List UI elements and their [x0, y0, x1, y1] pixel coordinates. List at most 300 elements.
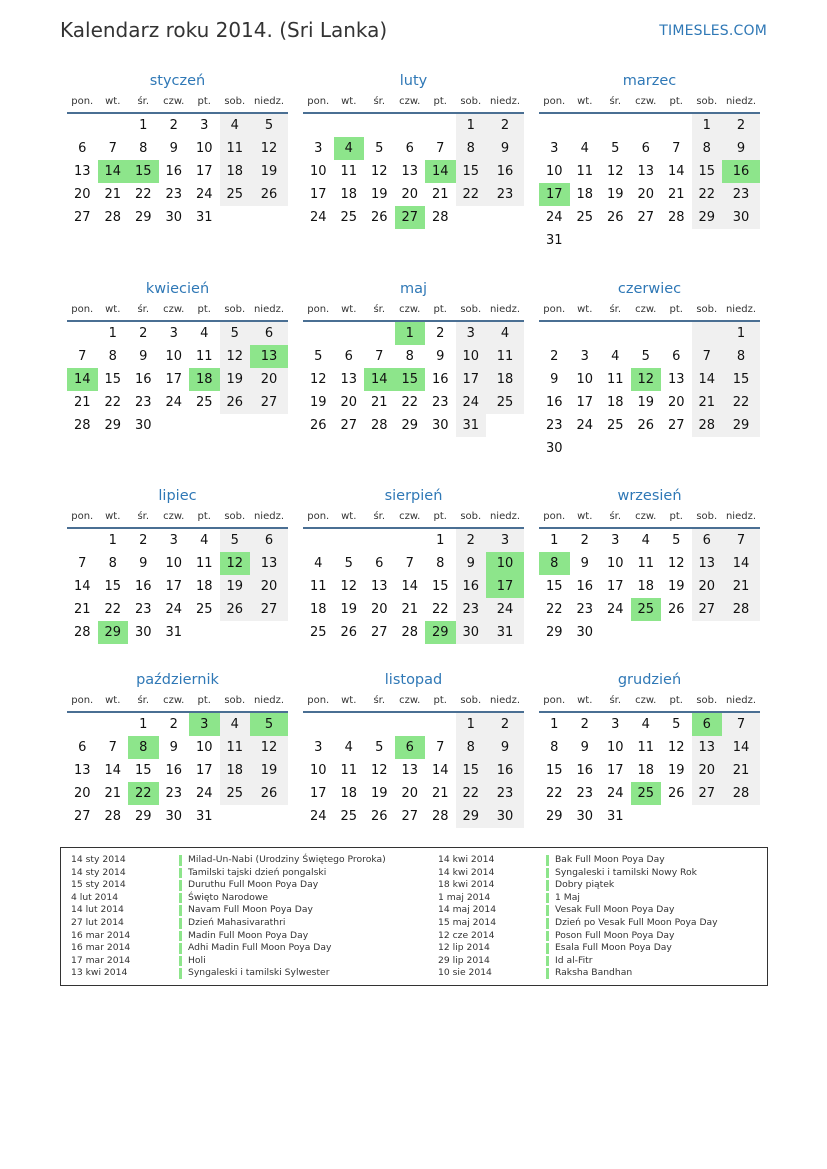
month-name: styczeń — [149, 73, 206, 89]
day-cell: 9 — [169, 740, 178, 755]
day-cell: 26 — [250, 183, 288, 206]
day-cell: 22 — [134, 187, 152, 202]
day-cell: 1 — [456, 713, 487, 736]
day-cell: 23 — [165, 187, 183, 202]
weekday-label: pon. — [71, 96, 94, 107]
holiday-date: 16 mar 2014 — [71, 942, 131, 954]
month-name: wrzesień — [617, 488, 682, 504]
month-calendar — [303, 669, 524, 828]
holiday-date: 4 lut 2014 — [71, 891, 119, 903]
month-name: kwiecień — [145, 281, 210, 297]
day-cell: 28 — [431, 210, 449, 225]
day-cell: 4 — [486, 322, 524, 345]
weekday-label: czw. — [163, 304, 185, 315]
day-cell: 31 — [545, 233, 563, 248]
day-cell: 3 — [580, 349, 589, 364]
weekday-label: wt. — [577, 511, 593, 522]
holiday-name: Dzień Mahasivarathri — [188, 916, 286, 928]
empty-cell — [570, 322, 601, 345]
day-cell: 14 — [692, 368, 723, 391]
holiday-row — [438, 967, 718, 980]
day-grid — [67, 529, 288, 644]
weekday-label: czw. — [399, 96, 421, 107]
empty-cell — [661, 322, 692, 345]
holiday-date: 18 kwi 2014 — [438, 879, 495, 891]
holiday-day-cell: 17 — [539, 183, 570, 206]
day-cell: 11 — [220, 736, 251, 759]
weekday-label: niedz. — [253, 96, 285, 107]
day-cell: 4 — [200, 533, 209, 548]
holiday-day-cell: 3 — [189, 713, 220, 736]
day-cell: 5 — [220, 322, 251, 345]
weekday-label: pt. — [433, 695, 447, 706]
day-cell: 21 — [692, 391, 723, 414]
weekday-label: sob. — [224, 511, 246, 522]
day-cell: 26 — [340, 625, 358, 640]
empty-cell — [395, 114, 426, 137]
day-cell: 4 — [220, 713, 251, 736]
day-cell: 9 — [722, 137, 760, 160]
holiday-row — [71, 967, 386, 980]
holiday-marker — [179, 880, 182, 891]
holiday-name: Tamilski tajski dzień pongalski — [188, 866, 327, 878]
holiday-marker — [546, 893, 549, 904]
weekday-label: niedz. — [725, 304, 757, 315]
day-cell: 13 — [73, 164, 91, 179]
day-cell: 6 — [78, 740, 87, 755]
holiday-row — [438, 942, 718, 955]
day-cell: 3 — [611, 717, 620, 732]
day-cell: 15 — [545, 763, 563, 778]
month-name: październik — [136, 672, 219, 688]
weekday-label: sob. — [696, 304, 718, 315]
day-cell: 18 — [606, 395, 624, 410]
weekday-label: sob. — [696, 695, 718, 706]
day-cell: 4 — [580, 141, 589, 156]
day-cell: 10 — [545, 164, 563, 179]
day-cell: 6 — [641, 141, 650, 156]
day-cell: 17 — [165, 579, 183, 594]
empty-cell — [67, 322, 98, 345]
day-cell: 29 — [545, 809, 563, 824]
weekday-label: wt. — [577, 96, 593, 107]
weekday-label: śr. — [373, 511, 386, 522]
holiday-marker — [546, 956, 549, 967]
day-cell: 26 — [250, 782, 288, 805]
day-cell: 22 — [431, 602, 449, 617]
day-cell: 25 — [220, 782, 251, 805]
day-cell: 18 — [486, 368, 524, 391]
day-cell: 19 — [667, 579, 685, 594]
day-cell: 20 — [250, 575, 288, 598]
day-cell: 9 — [486, 736, 524, 759]
month-name: czerwiec — [617, 281, 682, 297]
holiday-marker — [546, 931, 549, 942]
weekday-label: niedz. — [725, 511, 757, 522]
weekday-label: niedz. — [725, 695, 757, 706]
day-cell: 5 — [375, 740, 384, 755]
day-cell: 12 — [667, 556, 685, 571]
day-cell: 6 — [250, 322, 288, 345]
day-cell: 23 — [134, 395, 152, 410]
weekday-label: pt. — [669, 96, 683, 107]
day-cell: 19 — [370, 187, 388, 202]
day-cell: 29 — [104, 418, 122, 433]
day-grid — [67, 322, 288, 437]
weekday-header — [67, 691, 288, 713]
holidays-column-left — [71, 854, 386, 980]
day-cell: 24 — [545, 210, 563, 225]
holiday-row — [71, 879, 386, 892]
day-cell: 2 — [580, 717, 589, 732]
day-cell: 15 — [456, 160, 487, 183]
day-cell: 19 — [667, 763, 685, 778]
day-cell: 21 — [73, 602, 91, 617]
day-cell: 7 — [722, 529, 760, 552]
holiday-row — [438, 917, 718, 930]
holiday-name: Duruthu Full Moon Poya Day — [188, 879, 319, 891]
holiday-marker — [179, 943, 182, 954]
day-cell: 28 — [104, 809, 122, 824]
day-cell: 13 — [401, 164, 419, 179]
day-cell: 4 — [641, 533, 650, 548]
weekday-header — [303, 507, 524, 529]
day-cell: 16 — [576, 579, 594, 594]
weekday-label: pt. — [669, 304, 683, 315]
holiday-date: 14 sty 2014 — [71, 866, 126, 878]
month-name: luty — [399, 73, 428, 89]
day-cell: 15 — [692, 160, 723, 183]
day-cell: 24 — [456, 391, 487, 414]
day-cell: 17 — [309, 187, 327, 202]
weekday-label: pon. — [543, 96, 566, 107]
day-cell: 6 — [692, 529, 723, 552]
day-cell: 11 — [606, 372, 624, 387]
weekday-label: wt. — [577, 304, 593, 315]
holiday-day-cell: 12 — [220, 552, 251, 575]
weekday-label: czw. — [399, 511, 421, 522]
day-cell: 9 — [580, 740, 589, 755]
empty-cell — [395, 713, 426, 736]
day-cell: 28 — [667, 210, 685, 225]
day-cell: 28 — [722, 598, 760, 621]
day-cell: 21 — [722, 575, 760, 598]
holiday-row — [438, 955, 718, 968]
weekday-label: sob. — [224, 96, 246, 107]
day-cell: 2 — [486, 114, 524, 137]
day-cell: 31 — [456, 414, 487, 437]
day-cell: 12 — [309, 372, 327, 387]
day-cell: 21 — [370, 395, 388, 410]
holiday-row — [438, 930, 718, 943]
weekday-label: pon. — [71, 695, 94, 706]
empty-cell — [303, 322, 334, 345]
day-cell: 12 — [370, 164, 388, 179]
day-cell: 17 — [576, 395, 594, 410]
day-cell: 9 — [169, 141, 178, 156]
day-cell: 1 — [456, 114, 487, 137]
day-cell: 15 — [104, 372, 122, 387]
weekday-label: śr. — [609, 695, 622, 706]
day-cell: 20 — [73, 187, 91, 202]
weekday-label: wt. — [341, 96, 357, 107]
day-cell: 10 — [309, 164, 327, 179]
day-cell: 27 — [692, 782, 723, 805]
holiday-day-cell: 15 — [128, 160, 159, 183]
empty-cell — [364, 114, 395, 137]
day-cell: 16 — [134, 579, 152, 594]
empty-cell — [303, 114, 334, 137]
holiday-day-cell: 14 — [364, 368, 395, 391]
day-cell: 31 — [165, 625, 183, 640]
day-cell: 6 — [78, 141, 87, 156]
day-cell: 25 — [195, 395, 213, 410]
day-cell: 11 — [486, 345, 524, 368]
day-cell: 12 — [220, 345, 251, 368]
day-cell: 28 — [722, 782, 760, 805]
empty-cell — [334, 114, 365, 137]
day-cell: 20 — [667, 395, 685, 410]
day-cell: 26 — [637, 418, 655, 433]
month-calendar — [303, 70, 524, 229]
day-grid — [539, 114, 760, 252]
day-grid — [67, 114, 288, 229]
day-cell: 4 — [314, 556, 323, 571]
weekday-label: wt. — [341, 304, 357, 315]
day-cell: 18 — [195, 579, 213, 594]
month-calendar — [67, 278, 288, 437]
weekday-label: pt. — [669, 511, 683, 522]
day-cell: 20 — [401, 187, 419, 202]
day-cell: 30 — [134, 418, 152, 433]
weekday-label: pt. — [197, 511, 211, 522]
day-cell: 26 — [667, 786, 685, 801]
weekday-label: czw. — [163, 96, 185, 107]
month-name: sierpień — [384, 488, 443, 504]
day-cell: 18 — [637, 763, 655, 778]
empty-cell — [364, 713, 395, 736]
day-cell: 2 — [456, 529, 487, 552]
day-cell: 15 — [134, 763, 152, 778]
month-calendar — [539, 669, 760, 828]
day-cell: 9 — [139, 556, 148, 571]
day-cell: 26 — [606, 210, 624, 225]
weekday-label: czw. — [635, 695, 657, 706]
day-cell: 10 — [309, 763, 327, 778]
weekday-label: sob. — [696, 511, 718, 522]
holiday-row — [438, 867, 718, 880]
weekday-label: sob. — [460, 96, 482, 107]
day-cell: 24 — [309, 809, 327, 824]
day-cell: 28 — [401, 625, 419, 640]
holiday-row — [71, 942, 386, 955]
weekday-header — [303, 300, 524, 322]
day-cell: 8 — [692, 137, 723, 160]
day-cell: 15 — [456, 759, 487, 782]
day-cell: 17 — [606, 763, 624, 778]
holiday-day-cell: 10 — [486, 552, 524, 575]
day-cell: 22 — [104, 602, 122, 617]
holiday-date: 14 kwi 2014 — [438, 854, 495, 865]
day-cell: 22 — [545, 786, 563, 801]
day-cell: 25 — [195, 602, 213, 617]
day-cell: 4 — [344, 740, 353, 755]
weekday-label: wt. — [105, 695, 121, 706]
holiday-name: Madin Full Moon Poya Day — [188, 929, 309, 941]
month-name: marzec — [622, 73, 677, 89]
day-grid — [539, 322, 760, 460]
day-cell: 7 — [436, 141, 445, 156]
day-cell: 6 — [375, 556, 384, 571]
empty-cell — [692, 322, 723, 345]
day-cell: 19 — [220, 575, 251, 598]
day-cell: 20 — [692, 575, 723, 598]
holiday-marker — [179, 931, 182, 942]
weekday-label: śr. — [373, 96, 386, 107]
holiday-day-cell: 15 — [395, 368, 426, 391]
day-cell: 1 — [692, 114, 723, 137]
day-cell: 11 — [195, 556, 213, 571]
holiday-date: 27 lut 2014 — [71, 916, 124, 928]
day-cell: 17 — [195, 164, 213, 179]
day-cell: 14 — [401, 579, 419, 594]
day-cell: 16 — [486, 160, 524, 183]
weekday-label: pon. — [307, 96, 330, 107]
day-cell: 7 — [436, 740, 445, 755]
weekday-label: czw. — [635, 511, 657, 522]
weekday-label: pt. — [197, 304, 211, 315]
day-cell: 17 — [456, 368, 487, 391]
day-cell: 2 — [169, 717, 178, 732]
day-grid — [67, 713, 288, 828]
weekday-label: wt. — [105, 511, 121, 522]
day-cell: 10 — [606, 740, 624, 755]
holiday-row — [71, 955, 386, 968]
day-cell: 13 — [340, 372, 358, 387]
day-cell: 29 — [134, 210, 152, 225]
day-cell: 1 — [108, 533, 117, 548]
weekday-label: czw. — [163, 695, 185, 706]
day-cell: 11 — [340, 164, 358, 179]
weekday-label: pt. — [669, 695, 683, 706]
empty-cell — [98, 713, 129, 736]
day-cell: 24 — [576, 418, 594, 433]
holiday-date: 15 maj 2014 — [438, 916, 497, 928]
day-cell: 28 — [104, 210, 122, 225]
day-cell: 29 — [401, 418, 419, 433]
weekday-label: śr. — [137, 695, 150, 706]
day-cell: 13 — [692, 552, 723, 575]
day-cell: 19 — [637, 395, 655, 410]
day-cell: 24 — [486, 598, 524, 621]
day-cell: 30 — [431, 418, 449, 433]
holiday-row — [71, 917, 386, 930]
day-cell: 1 — [722, 322, 760, 345]
day-cell: 5 — [220, 529, 251, 552]
weekday-label: pon. — [307, 304, 330, 315]
day-cell: 3 — [200, 118, 209, 133]
day-cell: 24 — [165, 395, 183, 410]
day-cell: 31 — [195, 809, 213, 824]
day-cell: 30 — [456, 621, 487, 644]
day-cell: 30 — [576, 625, 594, 640]
holiday-date: 14 sty 2014 — [71, 854, 126, 865]
day-cell: 8 — [139, 141, 148, 156]
day-cell: 31 — [195, 210, 213, 225]
day-cell: 22 — [692, 183, 723, 206]
day-cell: 12 — [250, 137, 288, 160]
day-cell: 11 — [637, 556, 655, 571]
day-cell: 31 — [606, 809, 624, 824]
holiday-marker — [546, 943, 549, 954]
day-cell: 13 — [370, 579, 388, 594]
holiday-marker — [179, 956, 182, 967]
month-name: listopad — [384, 672, 443, 688]
day-cell: 22 — [545, 602, 563, 617]
day-cell: 8 — [456, 137, 487, 160]
day-cell: 19 — [309, 395, 327, 410]
day-cell: 18 — [340, 187, 358, 202]
holiday-name: Holi — [188, 954, 206, 966]
holiday-marker — [546, 855, 549, 866]
holiday-name: Adhi Madin Full Moon Poya Day — [188, 942, 332, 954]
holiday-row — [438, 892, 718, 905]
day-grid — [303, 322, 524, 437]
day-cell: 7 — [672, 141, 681, 156]
day-cell: 16 — [456, 575, 487, 598]
day-cell: 22 — [401, 395, 419, 410]
day-cell: 28 — [73, 418, 91, 433]
day-cell: 30 — [165, 809, 183, 824]
empty-cell — [334, 713, 365, 736]
weekday-header — [67, 92, 288, 114]
weekday-label: pt. — [197, 695, 211, 706]
day-cell: 19 — [606, 187, 624, 202]
empty-cell — [600, 114, 631, 137]
day-cell: 9 — [456, 552, 487, 575]
day-cell: 14 — [722, 552, 760, 575]
weekday-label: niedz. — [253, 304, 285, 315]
empty-cell — [631, 322, 662, 345]
site-logo-link[interactable]: TIMESLES.COM — [659, 23, 767, 39]
day-cell: 20 — [370, 602, 388, 617]
holiday-day-cell: 8 — [128, 736, 159, 759]
month-calendar — [539, 278, 760, 460]
day-cell: 3 — [314, 740, 323, 755]
day-cell: 12 — [340, 579, 358, 594]
day-cell: 25 — [606, 418, 624, 433]
day-cell: 12 — [667, 740, 685, 755]
day-cell: 10 — [606, 556, 624, 571]
day-cell: 23 — [431, 395, 449, 410]
day-cell: 9 — [486, 137, 524, 160]
holiday-date: 14 maj 2014 — [438, 904, 497, 916]
day-cell: 6 — [672, 349, 681, 364]
holiday-day-cell: 18 — [189, 368, 220, 391]
day-cell: 27 — [692, 598, 723, 621]
day-cell: 14 — [667, 164, 685, 179]
day-cell: 19 — [370, 786, 388, 801]
day-cell: 11 — [637, 740, 655, 755]
month-calendar — [67, 485, 288, 644]
weekday-header — [67, 300, 288, 322]
day-cell: 2 — [436, 326, 445, 341]
holiday-row — [438, 854, 718, 867]
day-cell: 6 — [344, 349, 353, 364]
weekday-label: sob. — [460, 304, 482, 315]
day-cell: 4 — [200, 326, 209, 341]
day-cell: 10 — [576, 372, 594, 387]
